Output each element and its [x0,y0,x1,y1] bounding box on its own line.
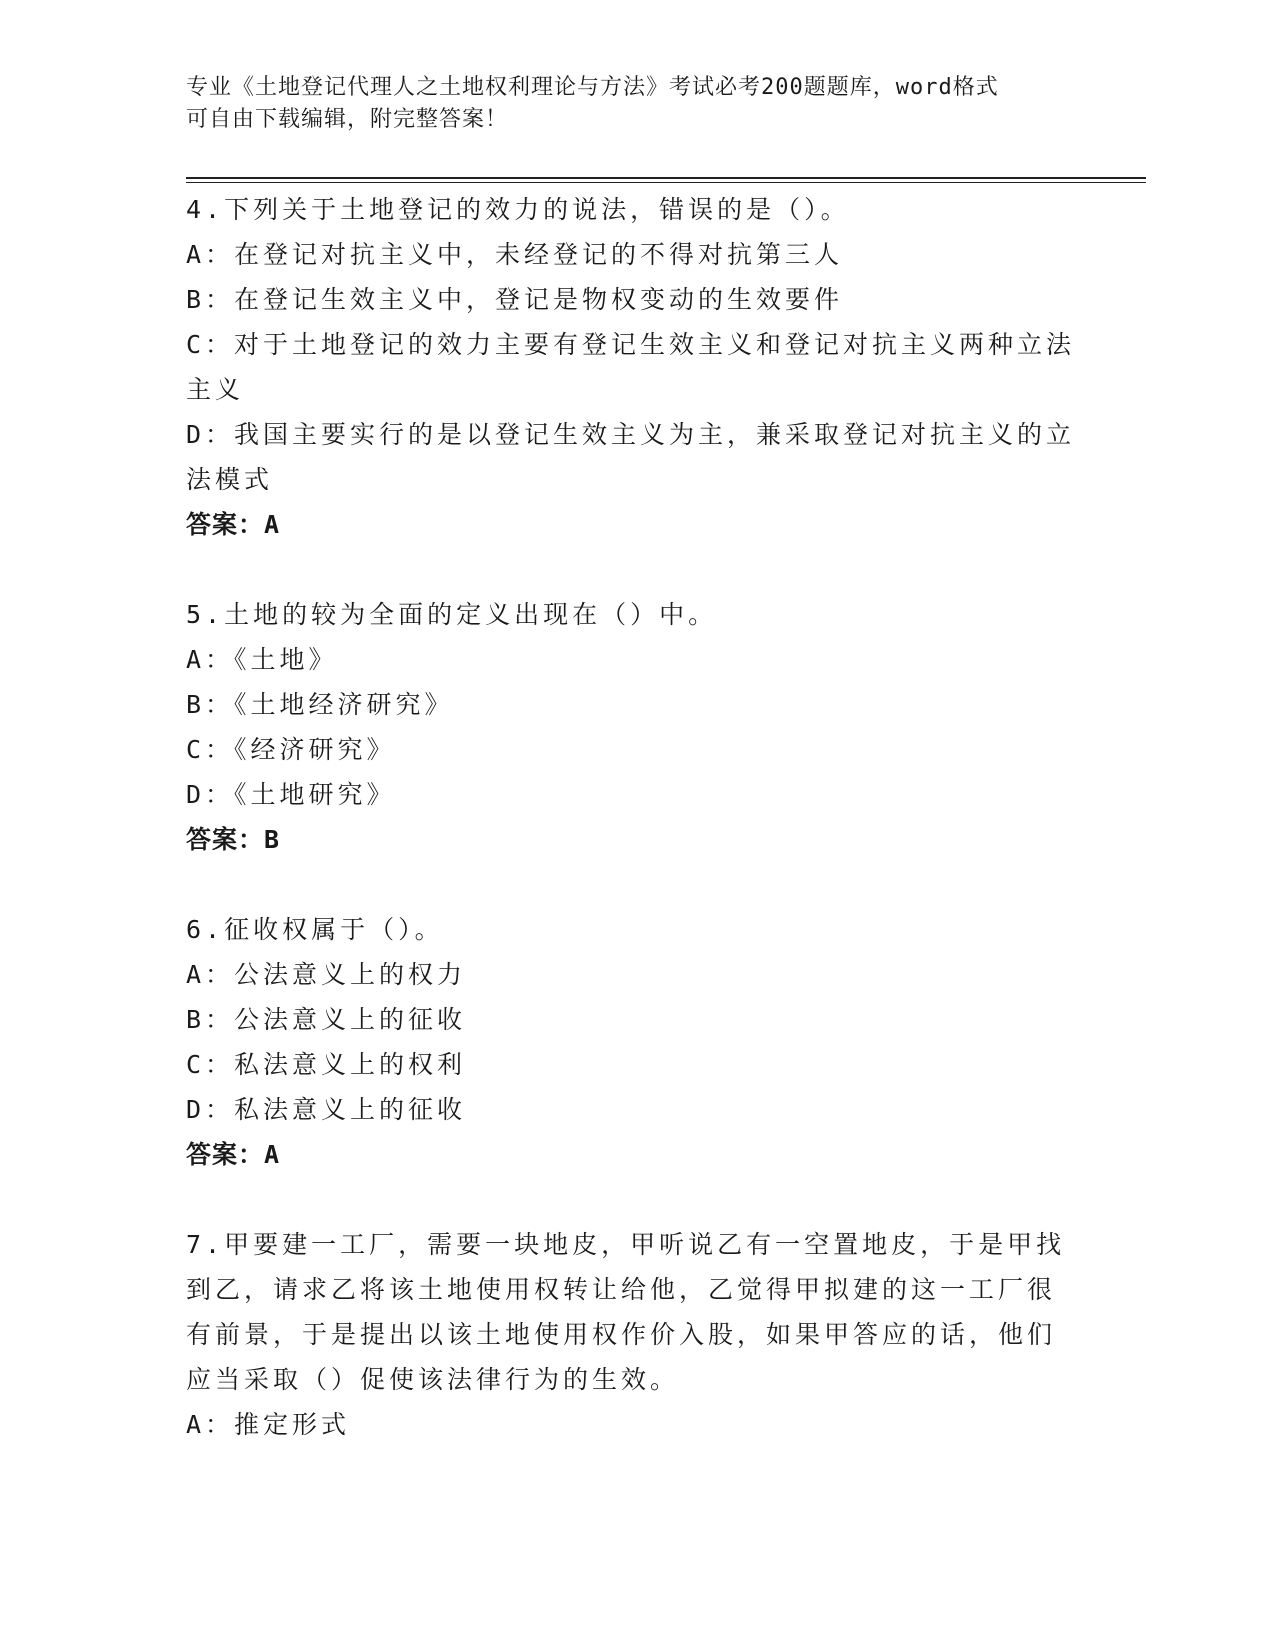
option-c-continued: 主义 [186,375,245,404]
header-line-1: 专业《土地登记代理人之土地权利理论与方法》考试必考200题题库，word格式 [186,75,999,100]
option-d: D：私法意义上的征收 [186,1095,467,1124]
option-c: C：对于土地登记的效力主要有登记生效主义和登记对抗主义两种立法 [186,330,1076,359]
question-stem-line-1: 7.甲要建一工厂，需要一块地皮，甲听说乙有一空置地皮，于是甲找 [186,1230,1066,1259]
question-6 [186,907,1086,1177]
question-stem-line-4: 应当采取（）促使该法律行为的生效。 [186,1365,680,1394]
question-7 [186,1222,1086,1447]
question-4 [186,187,1086,547]
option-c: C：私法意义上的权利 [186,1050,467,1079]
question-stem: 6.征收权属于（）。 [186,915,444,944]
header-divider-thin [186,182,1146,183]
answer: 答案：A [186,510,281,539]
question-stem: 4.下列关于土地登记的效力的说法，错误的是（）。 [186,195,850,224]
option-d: D：《土地研究》 [186,780,396,809]
answer: 答案：A [186,1140,281,1169]
question-stem-line-3: 有前景，于是提出以该土地使用权作价入股，如果甲答应的话，他们 [186,1320,1057,1349]
answer: 答案：B [186,825,281,854]
option-b: B：《土地经济研究》 [186,690,454,719]
option-b: B：公法意义上的征收 [186,1005,467,1034]
option-a: A：公法意义上的权力 [186,960,467,989]
option-a: A：《土地》 [186,645,338,674]
document-header [186,72,1086,136]
question-stem: 5.土地的较为全面的定义出现在（）中。 [186,600,718,629]
option-c: C：《经济研究》 [186,735,396,764]
header-line-2: 可自由下载编辑，附完整答案！ [186,107,509,132]
option-d: D：我国主要实行的是以登记生效主义为主，兼采取登记对抗主义的立 [186,420,1076,449]
option-b: B：在登记生效主义中，登记是物权变动的生效要件 [186,285,844,314]
question-5 [186,592,1086,862]
question-list [186,187,1086,1447]
option-d-continued: 法模式 [186,465,274,494]
option-a: A：在登记对抗主义中，未经登记的不得对抗第三人 [186,240,844,269]
option-a: A：推定形式 [186,1410,351,1439]
header-divider-thick [186,177,1146,179]
question-stem-line-2: 到乙，请求乙将该土地使用权转让给他，乙觉得甲拟建的这一工厂很 [186,1275,1057,1304]
